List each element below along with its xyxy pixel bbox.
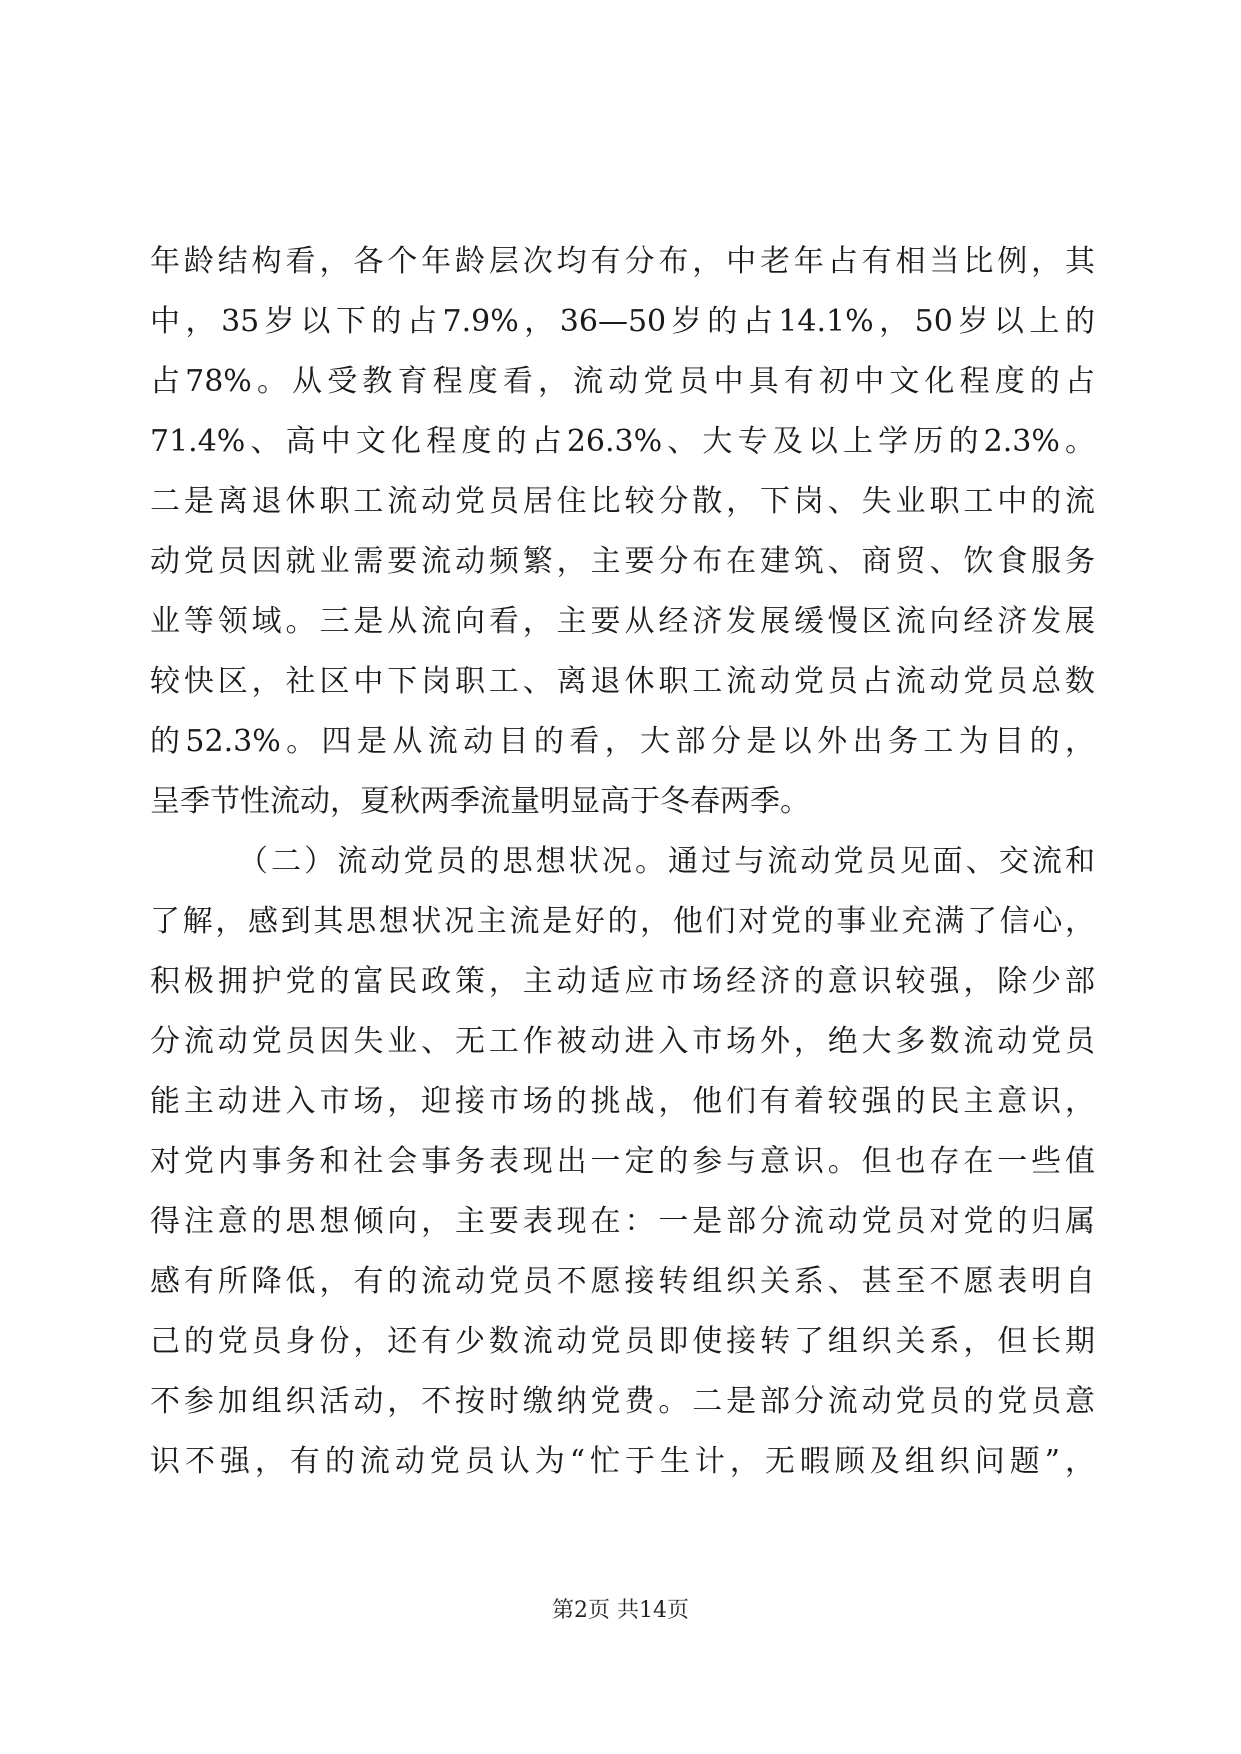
text-line: 对党内事务和社会事务表现出一定的参与意识。但也存在一些值 <box>150 1144 1095 1179</box>
text-line: 能主动进入市场，迎接市场的挑战，他们有着较强的民主意识， <box>150 1084 1095 1119</box>
text-line: 积极拥护党的富民政策，主动适应市场经济的意识较强，除少部 <box>150 964 1095 999</box>
text-line: 占78%。从受教育程度看，流动党员中具有初中文化程度的占 <box>150 364 1095 399</box>
text-line: 了解，感到其思想状况主流是好的，他们对党的事业充满了信心， <box>150 904 1095 939</box>
text-line: 业等领域。三是从流向看，主要从经济发展缓慢区流向经济发展 <box>150 604 1095 639</box>
text-line: 己的党员身份，还有少数流动党员即使接转了组织关系，但长期 <box>150 1324 1095 1359</box>
text-line: 较快区，社区中下岗职工、离退休职工流动党员占流动党员总数 <box>150 664 1095 699</box>
body-text <box>150 232 1095 1492</box>
text-line: 71.4%、高中文化程度的占26.3%、大专及以上学历的2.3%。 <box>150 424 1095 459</box>
text-line: 呈季节性流动，夏秋两季流量明显高于冬春两季。 <box>150 784 810 819</box>
text-line: 年龄结构看，各个年龄层次均有分布，中老年占有相当比例，其 <box>150 244 1095 279</box>
text-line: 识不强，有的流动党员认为“忙于生计，无暇顾及组织问题”， <box>150 1444 1095 1479</box>
text-line: 不参加组织活动，不按时缴纳党费。二是部分流动党员的党员意 <box>150 1384 1095 1419</box>
text-line: 动党员因就业需要流动频繁，主要分布在建筑、商贸、饮食服务 <box>150 544 1095 579</box>
page-number-footer: 第2页 共14页 <box>552 1598 689 1623</box>
text-line: 中，35岁以下的占7.9%，36—50岁的占14.1%，50岁以上的 <box>150 304 1095 339</box>
text-line: 分流动党员因失业、无工作被动进入市场外，绝大多数流动党员 <box>150 1024 1095 1059</box>
text-line: 得注意的思想倾向，主要表现在：一是部分流动党员对党的归属 <box>150 1204 1095 1239</box>
text-line: 二是离退休职工流动党员居住比较分散，下岗、失业职工中的流 <box>150 484 1095 519</box>
text-line: 感有所降低，有的流动党员不愿接转组织关系、甚至不愿表明自 <box>150 1264 1095 1299</box>
paragraph-heading-line: （二）流动党员的思想状况。通过与流动党员见面、交流和 <box>238 844 1095 879</box>
text-line: 的52.3%。四是从流动目的看，大部分是以外出务工为目的， <box>150 724 1095 759</box>
